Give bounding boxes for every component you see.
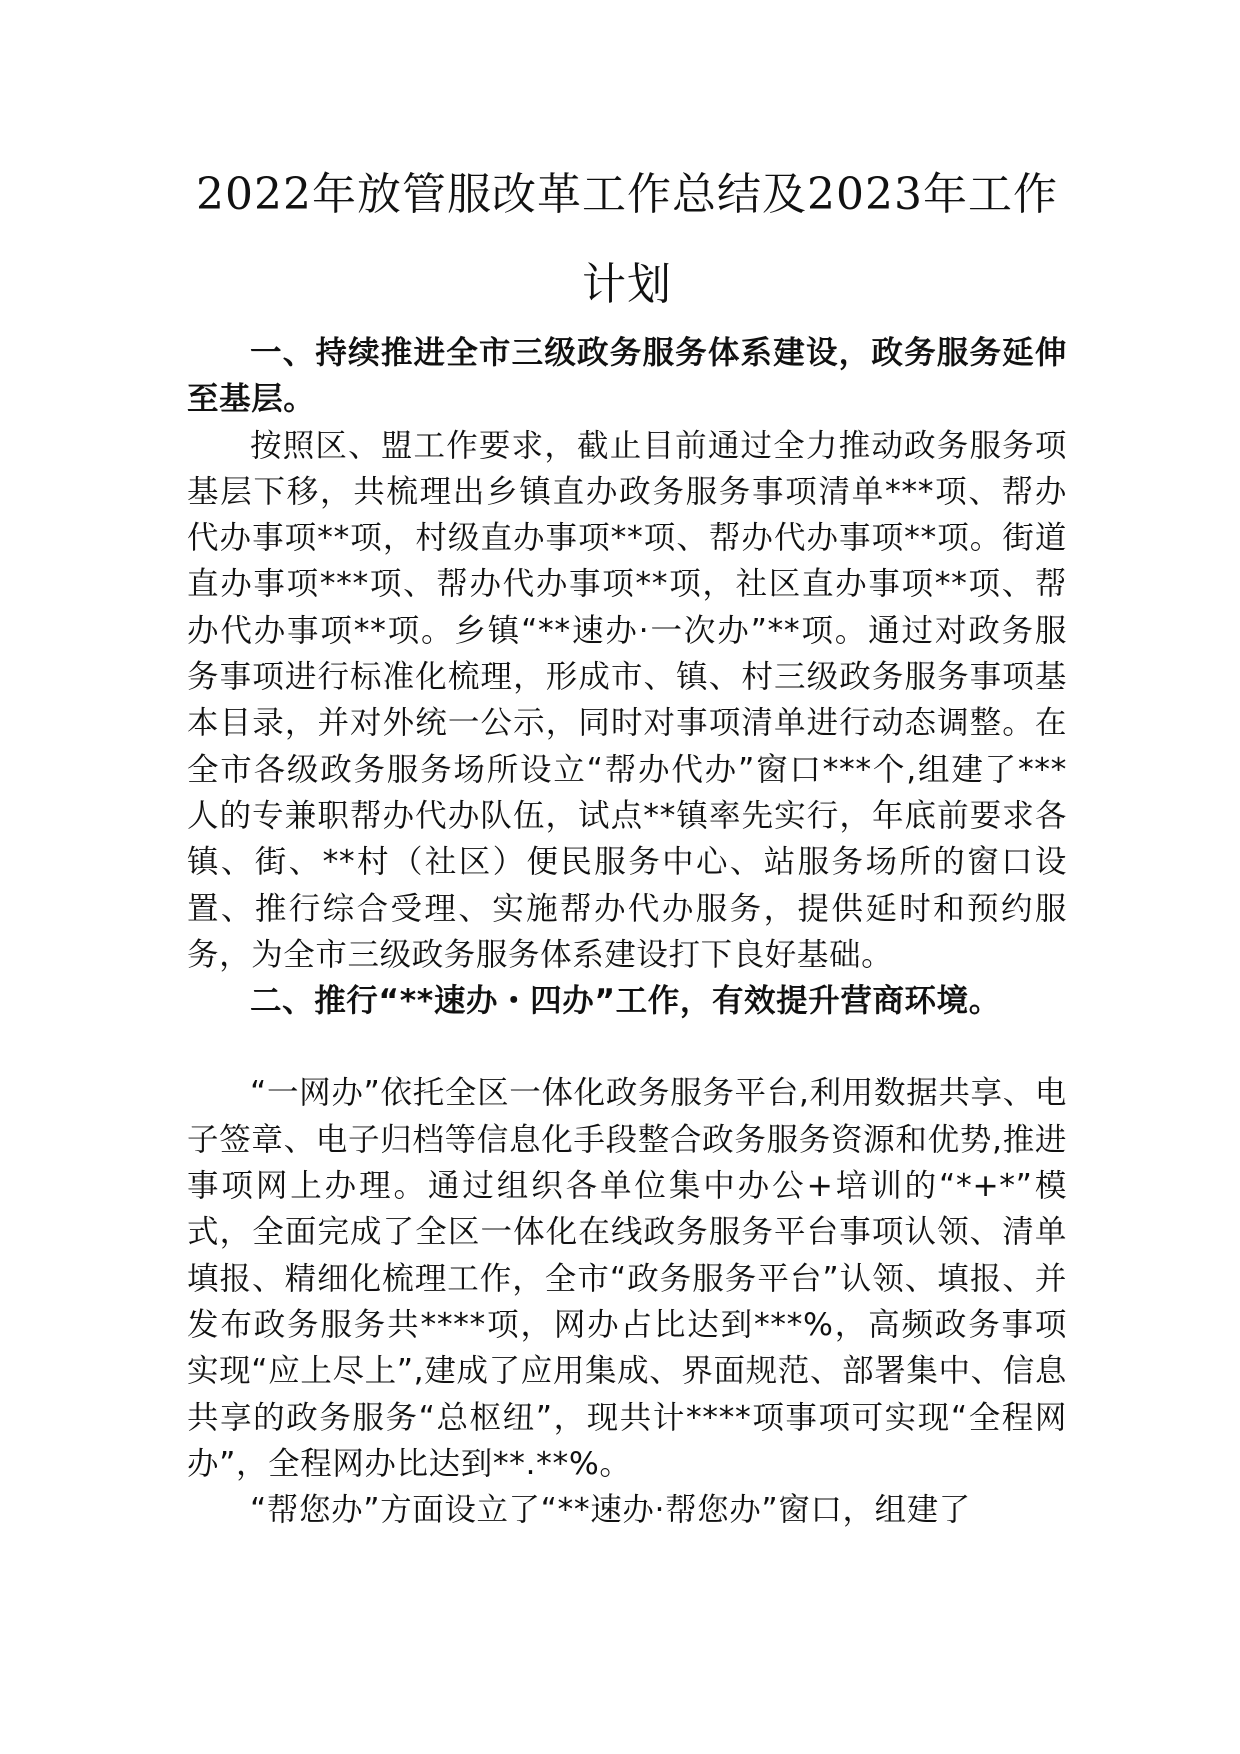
document-title-line-1: 2022年放管服改革工作总结及2023年工作 [196, 169, 1058, 220]
document-title-line-2: 计划 [582, 259, 672, 310]
section-2-heading: 二、推行“**速办・四办”工作，有效提升营商环境。 [250, 983, 1001, 1020]
document-page [187, 150, 1067, 1533]
section-2-paragraph-2: “帮您办”方面设立了“**速办·帮您办”窗口，组建了 [250, 1492, 971, 1529]
section-1-body: 按照区、盟工作要求，截止目前通过全力推动政务服务项基层下移，共梳理出乡镇直办政务服务事项清单***项、帮办代办事项**项，村级直办事项**项、帮办代办事项**项。街道直办事项***项、帮办代办事项**项，社区直办事项**项、帮办代办事项**项。乡镇“**速办·一次办”**项。通过对政务服务事项进行标准化梳理，形成市、镇、村三级政务服务事项基本目录，并对外统一公示，同时对事项清单进行动态调整。在全市各级政务服务场所设立“帮办代办”窗口***个,组建了***人的专兼职帮办代办队伍，试点**镇率先实行，年底前要求各镇、街、**村（社区）便民服务中心、站服务场所的窗口设置、推行综合受理、实施帮办代办服务，提供延时和预约服务，为全市三级政务服务体系建设打下良好基础。 [187, 427, 1067, 973]
section-2-paragraph-1: “一网办”依托全区一体化政务服务平台,利用数据共享、电子签章、电子归档等信息化手段整合政务服务资源和优势,推进事项网上办理。通过组织各单位集中办公+培训的“*+*”模式，全面完成了全区一体化在线政务服务平台事项认领、清单填报、精细化梳理工作，全市“政务服务平台”认领、填报、并发布政务服务共****项，网办占比达到***%，高频政务事项实现“应上尽上”,建成了应用集成、界面规范、部署集中、信息共享的政务服务“总枢纽”，现共计****项事项可实现“全程网办”，全程网办比达到**.**%。 [187, 1075, 1067, 1482]
paragraph-spacer [187, 1024, 1067, 1070]
section-1-heading: 一、持续推进全市三级政务服务体系建设，政务服务延伸至基层。 [187, 335, 1067, 418]
